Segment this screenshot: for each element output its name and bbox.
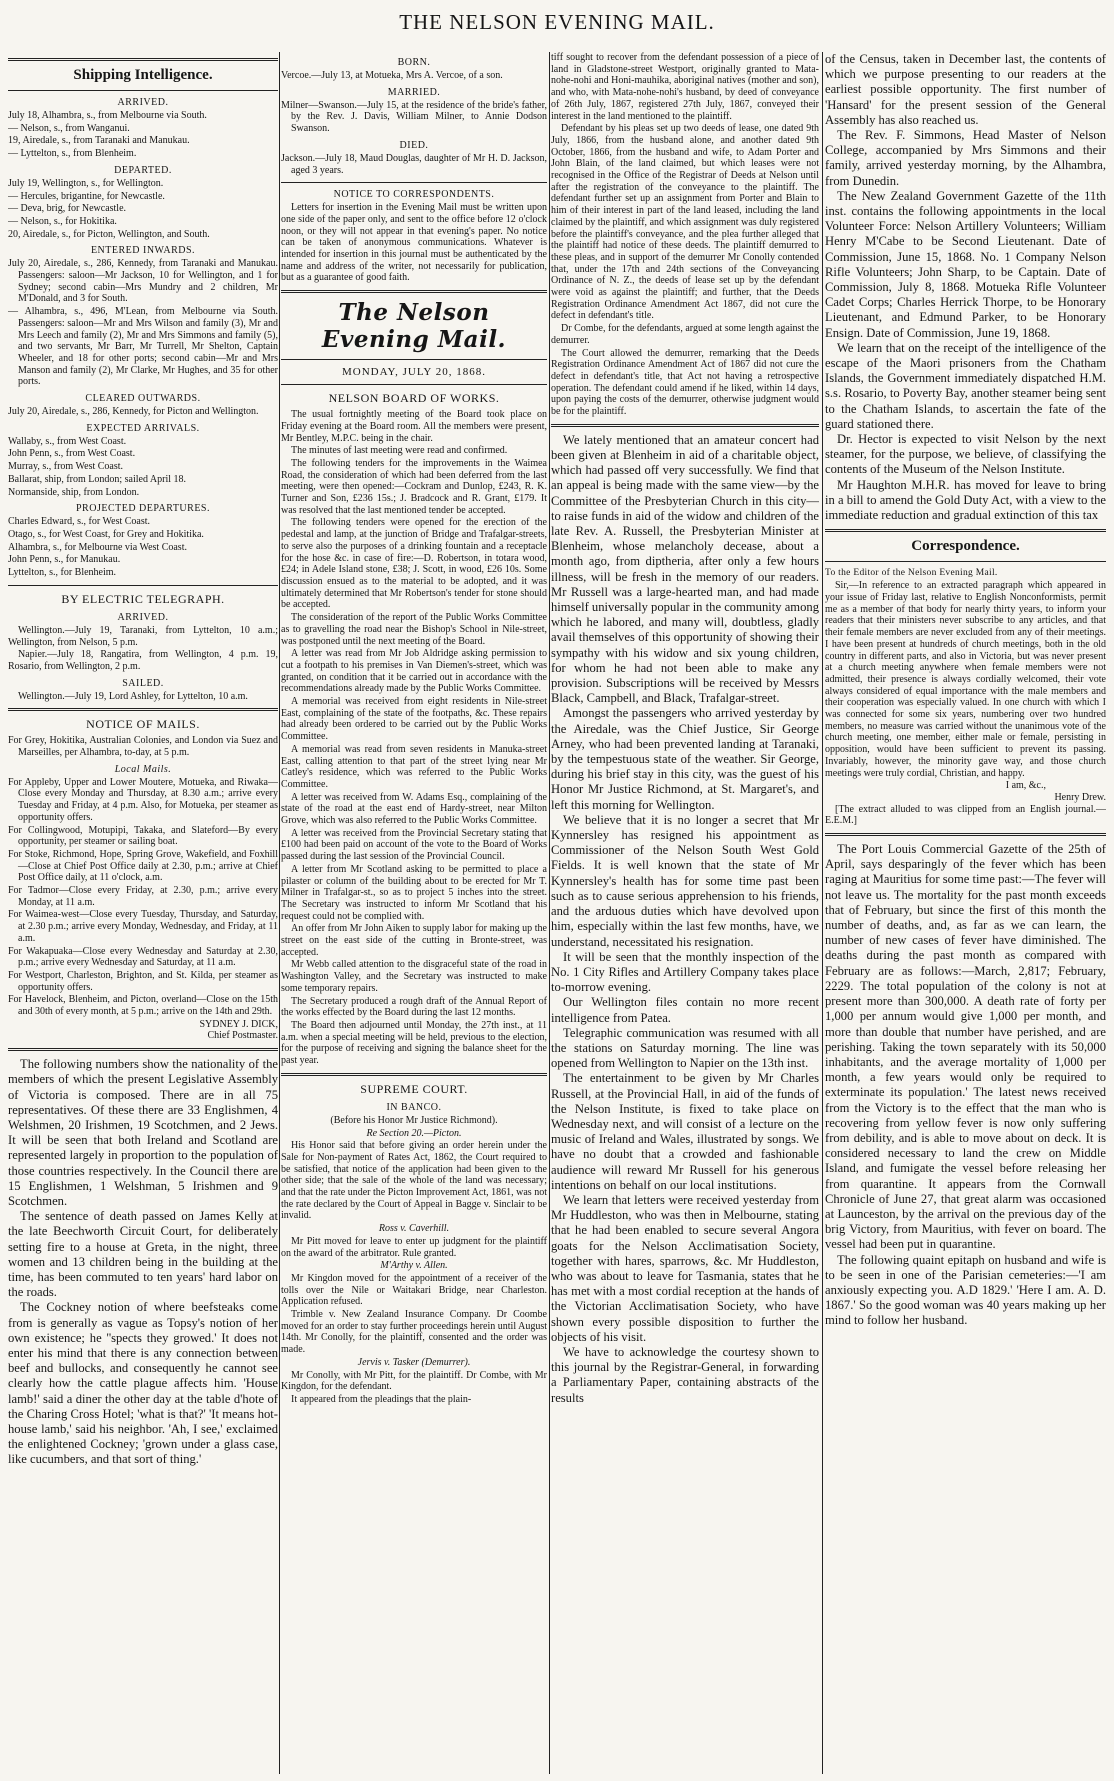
news-paragraph: Our Wellington files contain no more recent intelligence from Patea. — [551, 995, 819, 1025]
section-rule — [825, 529, 1106, 532]
news-paragraph: The entertainment to be given by Mr Charles Russell, at the Provincial Hall, in aid of the funds of the Nelson Institute, is fixed to take place on Wednesday next, and will consist of a lecture on the music of Ireland and Wales, illustrated by songs. We have no doubt that a crowded and fashionable audience will reward Mr Russell for his generous intentions on behalf on our local institutions. — [551, 1071, 819, 1192]
mail-line: For Appleby, Upper and Lower Moutere, Motueka, and Riwaka—Close every Monday and Thursday, at 8.30 a.m.; arrive every Tuesday and Friday, at 4 p.m. Also, for Motueka, per steamer as opportunity offers. — [8, 776, 278, 823]
shipping-line: 19, Airedale, s., from Taranaki and Manukau. — [8, 135, 190, 147]
board-heading: NELSON BOARD OF WORKS. — [328, 391, 500, 406]
court-paragraph: tiff sought to recover from the defendant possession of a piece of land in Gladstone-street Westport, originally granted to Mata-nohe-nohi and Honi-mauhika, aboriginal natives (mother and son), and who, with Mata-nohe-nohi's husband, by deed of conveyance of 26th July, 1867, registered 27th July, 1867, conveyed their interest in the land mentioned to the plaintiff. — [551, 52, 819, 122]
correspondents-notice: Letters for insertion in the Evening Mail must be written upon one side of the paper only, and sent to the office before 12 o'clock noon, or they will not appear in that evening's paper. No notice can be taken of anonymous communications. Whatever is intended for insertion in this journal must be authenticated by the name and address of the writer, not necessarily for publication, but as a guarantee of good faith. — [281, 202, 547, 284]
telegraph-line: Wellington.—July 19, Lord Ashley, for Lyttelton, 10 a.m. — [18, 690, 248, 702]
board-paragraph: A letter was received from the Provincial Secretary stating that £100 had been paid on account of the vote to the Board of Works passed during the last session of the Provincial Council. — [281, 827, 547, 863]
shipping-line: July 20, Airedale, s., 286, Kennedy, for Picton and Wellington. — [8, 406, 259, 418]
shipping-line: Normanside, ship, from London. — [8, 486, 140, 498]
mail-line: For Westport, Charleston, Brighton, and St. Kilda, per steamer as opportunity offers. — [8, 969, 278, 993]
local-mails-heading: Local Mails. — [114, 763, 172, 775]
shipping-line: Otago, s., for West Coast, for Grey and Hokitika. — [8, 528, 204, 540]
board-paragraph: An offer from Mr John Aiken to supply labor for making up the street on the east side of the cutting in Bronte-street, was accepted. — [281, 923, 547, 958]
news-paragraph: The following numbers show the nationality of the members of which the present Legislative Assembly of Victoria is composed. There are in all 75 representatives. Of these there are 33 Englishmen, 4 Welshmen, 20 Irishmen, 19 Scotchmen, and 2 Jews. It will be seen that both Ireland and Scotland are represented largely in proportion to the population of those countries respectively. In the Council there are 15 Englishmen, 1 Welshman, 5 Irishmen and 9 Scotchmen. — [8, 1057, 278, 1209]
news-paragraph: Dr. Hector is expected to visit Nelson by the next steamer, for the purpose, we believe, of classifying the contents of the Museum of the Nelson Institute. — [825, 432, 1106, 477]
mail-line: For Havelock, Blenheim, and Picton, overland—Close on the 15th and 30th of every month, at 5 p.m.; arrive on the 14th and 29th. — [8, 994, 278, 1018]
shipping-line: — Deva, brig, for Newcastle. — [8, 203, 127, 215]
letter-salutation: To the Editor of the Nelson Evening Mail. — [825, 568, 998, 579]
shipping-line: Murray, s., from West Coast. — [8, 461, 124, 473]
section-rule — [8, 90, 278, 91]
board-paragraph: A memorial was received from eight residents in Nile-street East, complaining of the state of the footpaths, &c. These repairs had already been ordered to be carried out by the Public Works Committee. — [281, 696, 547, 743]
board-paragraph: Mr Webb called attention to the disgraceful state of the road in Washington Valley, and the Secretary was instructed to make some temporary repairs. — [281, 959, 547, 994]
letter-body: Sir,—In reference to an extracted paragraph which appeared in your issue of Friday last, relative to English Nonconformists, permit me as a member of that body for nearly thirty years, to inform your readers that their ministers never subscribe to any articles, and that their female members are never excluded from any of their meetings. I have been present at hundreds of church meetings, both in the old country in different parts, and also in Victoria, but was never present at a church meeting anywhere when female members were not admitted, their presence is always cordially welcomed, their vote always considered of equal importance with the male members and their cooperation was especially valued. In one church with which I was connected for some six years, numbering over two hundred members, no measure was carried without the unanimous vote of the church meeting, one member, either male or female, persisting in opposition, would have been sufficient to prevent its passing. Invariably, however, the minority gave way, and those church meetings were truly cordial, Christian, and happy. — [825, 580, 1106, 779]
born-heading: BORN. — [397, 57, 431, 68]
board-paragraph: The Board then adjourned until Monday, the 27th inst., at 11 a.m. when a special meeting will be held, previous to the election, for the purpose of receiving and signing the balance sheet for the past year. — [281, 1020, 547, 1067]
shipping-line: July 19, Wellington, s., for Wellington. — [8, 177, 164, 189]
news-paragraph: We believe that it is no longer a secret that Mr Kynnersley has resigned his appointment as Commissioner of the Nelson South West Gold Fields. It is well known that the state of Mr Kynnersley's health has for some time past been such as to cause serious apprehension to his friends, and the arduous duties which have devolved upon him, especially within the last few months, have, we understand, necessitated his resignation. — [551, 812, 819, 949]
board-paragraph: The usual fortnightly meeting of the Board took place on Friday evening at the Board room. All the members were present, Mr Bentley, M.P.C. being in the chair. — [281, 409, 547, 444]
case-text: Mr Pitt moved for leave to enter up judgment for the plaintiff on the award of the arbitrator. Rule granted. — [281, 1235, 547, 1259]
tel-arrived-heading: ARRIVED. — [117, 611, 169, 623]
news-paragraph: The New Zealand Government Gazette of the 11th inst. contains the following appointments in the local Volunteer Force: Nelson Artillery Volunteers; William Henry M'Cabe to be Second Lieutenant. Date of Commission, June 15, 1868. No. 1 Company Nelson Rifle Volunteers; John Sharp, to be Captain. Date of Commission, July 8, 1868. Motueka Rifle Volunteer Cadet Corps; Charles Herrick Thorpe, to be Honorary Lieutenant, and Edmund Parker, to be Honorary Ensign. Date of Commission, June 19, 1868. — [825, 188, 1106, 340]
shipping-line: — Lyttelton, s., from Blenheim. — [8, 148, 137, 160]
section-rule — [8, 585, 278, 586]
married-heading: MARRIED. — [387, 86, 441, 98]
board-paragraph: A letter from Mr Scotland asking to be permitted to place a pilaster or column of the building about to be erected for Mr T. Milner in Trafalgar-st., so as to project 5 inches into the street. The Secretary was instructed to inform Mr Scotland that his request could not be complied with. — [281, 863, 547, 922]
shipping-line: Ballarat, ship, from London; sailed April 18. — [8, 473, 187, 485]
section-rule — [8, 1048, 278, 1051]
case-title: Ross v. Caverhill. — [378, 1223, 450, 1235]
news-paragraph: We lately mentioned that an amateur concert had been given at Blenheim in aid of a charitable object, which had passed off very successfully. We find that an appeal is being made with the same view—by the Committee of the Presbyterian Church in this city—to raise funds in aid of the widow and children of the late Rev. A. Russell, the Presbyterian Minister at Blenheim, whose melancholy decease, about a month ago, from diptheria, after only a few hours illness, will be fresh in the memory of our readers. Mr Russell was a large-hearted man, and had made himself universally popular in the community among which he labored, and many will, doubtless, gladly avail themselves of this opportunity of showing their sympathy with his widow and six young children, for whom he had not been able to make any provision. Subscriptions will be received by Messrs Black, Campbell, and Black, Trafalgar-street. — [551, 432, 819, 706]
mails-heading: NOTICE OF MAILS. — [86, 717, 200, 732]
board-paragraph: A letter was received from W. Adams Esq., complaining of the state of the road at the east end of Hardy-street, near Milton Grove, which was also referred to the Public Works Committee. — [281, 791, 547, 827]
news-paragraph: of the Census, taken in December last, the contents of which we purpose presenting to our readers at the earliest possible opportunity. The first number of 'Hansard' for the present session of the General Assembly has also reached us. — [825, 52, 1106, 127]
case-title: M'Arthy v. Allen. — [380, 1260, 448, 1272]
departed-heading: DEPARTED. — [114, 164, 172, 176]
case-text: His Honor said that before giving an order herein under the Sale for Non-payment of Rates Act, 1862, the Court required to be satisfied, that notice of the application had been given to the other side; that the sale of the whole of the land was necessary; and that the rate under the Picton Improvement Act, 1861, was not the rate declared by the Court of Appeal in Bagge v. Sinclair to be invalid. — [281, 1140, 547, 1222]
mail-line: For Grey, Hokitika, Australian Colonies, and London via Suez and Marseilles, per Alhambra, to-day, at 5 p.m. — [8, 735, 278, 759]
case-text: It appeared from the pleadings that the plain- — [291, 1393, 472, 1405]
dateline: MONDAY, JULY 20, 1868. — [342, 366, 486, 379]
board-paragraph: The following tenders were opened for the erection of the pedestal and lamp, at the junction of Bridge and Trafalgar-streets, to serve also the purposes of a drinking fountain and a receptacle for the hose &c. in case of fire:—D. Robertson, in totara wood, £24; in Adele Island stone, £38; J. Scott, in wood, £26 10s. Some discussion ensued as to the material to be adopted, and it was ultimately determined that Mr Robertson's tender for stone should be accepted. — [281, 517, 547, 611]
shipping-line: Alhambra, s., for Melbourne via West Coast. — [8, 541, 187, 553]
entered-heading: ENTERED INWARDS. — [90, 245, 196, 257]
telegraph-line: Napier.—July 18, Rangatira, from Wellington, 4 p.m. 19, Rosario, from Wellington, 2 p.m. — [8, 649, 278, 672]
board-paragraph: A memorial was read from seven residents in Manuka-street East, calling attention to that part of the street lying near Mr Catley's residence, which was referred to the Public Works Committee. — [281, 743, 547, 790]
letter-close: I am, &c., — [1005, 780, 1046, 792]
case-text: Mr Conolly, with Mr Pitt, for the plaintiff. Dr Combe, with Mr Kingdon, for the defendant. — [281, 1369, 547, 1393]
column-4 — [825, 52, 1106, 1774]
mail-line: For Wakapuaka—Close every Wednesday and Saturday at 2.30, p.m.; arrive every Wednesday and Saturday, at 11 a.m. — [8, 945, 278, 969]
section-rule — [281, 384, 547, 385]
court-paragraph: Defendant by his pleas set up two deeds of lease, one dated 9th July, 1866, from the husband alone, and another dated 9th October, 1866, from the husband and wife, to Adam Porter and John Blain, of the land claimed, but which leases were not recognised in the Office of the Registrar of Deeds at Nelson until after the registration of the conveyance to the plaintiff. The defendant further set up an assignment from Porter and Blain to him of their interest in part of the land leased, including the land claimed by the plaintiff, and which assignment was duly registered before the plaintiff's conveyance, and the plea further alleged that the plaintiff had notice of these deeds. The plaintiff demurred to these pleas, and in support of the demurrer Mr Conolly contended that, under the 17th and 24th sections of the Conveyancing Ordinance of N. Z., the deeds of lease set up by the defendant were void as against the plaintiff; and further, that the Deeds Registration Ordinance Amendment Act 1867, did not cure the defect in defendant's title. — [551, 123, 819, 322]
born-notice: Vercoe.—July 13, at Motueka, Mrs A. Vercoe, of a son. — [281, 70, 503, 81]
postmaster-title: Chief Postmaster. — [207, 1030, 278, 1042]
section-rule — [8, 58, 278, 61]
news-paragraph: The Cockney notion of where beefsteaks come from is generally as vague as Topsy's notion of her own existence; he ''spects they growed.' It does not enter his mind that there is any connection between beef and bullocks, and consequently he cannot see clearly how the cattle plague affects him. 'House lamb!' said a diner the other day at the table d'hote of the Charing Cross Hotel; 'what is that?' 'It means hot-house lamb,' said his neighbor. 'Ah, I see,' exclaimed the enlightened Cockney; 'grown under a glass case, like cucumbers, and that sort of thing.' — [8, 1300, 278, 1467]
section-rule — [281, 182, 547, 183]
news-paragraph: Amongst the passengers who arrived yesterday by the Airedale, was the Chief Justice, Sir George Arney, who had been prevented landing at Taranaki, by the tempestuous state of the weather. Sir George, during his brief stay in this city, was the guest of his Honor Mr Justice Richmond, at St. Margaret's, and left this morning for Wellington. — [551, 706, 819, 812]
news-paragraph: The Rev. F. Simmons, Head Master of Nelson College, accompanied by Mrs Simmons and their family, arrived yesterday morning, by the Alhambra, from Dunedin. — [825, 128, 1106, 188]
news-paragraph: We learn that letters were received yesterday from Mr Huddleston, who was then in Melbourne, stating that he had been enabled to secure several Angora goats for the Nelson Acclimatisation Society, together with hares, sparrows, &c. Mr Huddleston, who was about to leave for Tasmania, states that he has met with a most cordial reception at the hands of the Victorian Acclimatisation Society, who have shown every possible disposition to further the objects of his visit. — [551, 1192, 819, 1344]
court-paragraph: The Court allowed the demurrer, remarking that the Deeds Registration Ordinance Amendment Act of 1867 did not cure the defect in defendant's title, that Act not having a retrospective operation. The defendant could amend if he liked, within 14 days, upon paying the costs of the demurrer, otherwise judgment would be for the plaintiff. — [551, 347, 819, 418]
case-text: Mr Kingdon moved for the appointment of a receiver of the tolls over the Nile or Waitakari Bridge, near Charleston. Application refused. — [281, 1272, 547, 1308]
mail-line: For Stoke, Richmond, Hope, Spring Grove, Wakefield, and Foxhill—Close at Chief Post Office daily at 2.30, p.m.; arrive at Chief Post Office daily, at 11 o'clock, a.m. — [8, 848, 278, 884]
shipping-line: John Penn, s., from West Coast. — [8, 448, 136, 460]
column-2 — [281, 52, 547, 1774]
court-subheading: IN BANCO. — [386, 1101, 442, 1113]
section-rule — [281, 290, 547, 293]
projected-heading: PROJECTED DEPARTURES. — [76, 503, 210, 515]
shipping-line: — Alhambra, s., 496, M'Lean, from Melbourne via South. Passengers: saloon—Mr and Mrs Wilson and family (3), Mr and Mrs Leech and family (2), Mr and Mrs Simmons and family (5), and two servants, Mr Barr, Mr Turrell, Mr Shelton, Captain Wheeler, and 18 for other ports; second cabin—Mr and Mrs Manson and family (2), Mr Clarke, Mr Hughes, and 35 for other ports. — [8, 306, 278, 388]
section-rule — [281, 359, 547, 360]
board-paragraph: The minutes of last meeting were read and confirmed. — [291, 445, 508, 457]
expected-heading: EXPECTED ARRIVALS. — [86, 422, 200, 434]
board-paragraph: The following tenders for the improvements in the Waimea Road, the consideration of which had been deferred from the last meeting, were then opened:—Cockram and Dunlop, £243, R. K. Turner and Son, £236 15s.; J. Bradcock and R. Grant, £179. It was resolved that the last mentioned tender be accepted. — [281, 457, 547, 516]
section-rule — [281, 1073, 547, 1076]
section-rule — [8, 708, 278, 711]
tel-sailed-heading: SAILED. — [122, 677, 164, 689]
cleared-heading: CLEARED OUTWARDS. — [85, 393, 201, 405]
column-rule — [549, 52, 550, 1774]
telegraph-line: Wellington.—July 19, Taranaki, from Lyttelton, 10 a.m.; Wellington, from Nelson, 5 p.m. — [8, 624, 278, 648]
section-rule — [825, 833, 1106, 836]
news-paragraph: The Port Louis Commercial Gazette of the 25th of April, says desparingly of the fever which has been raging at Mauritius for some time past:—The fever will not leave us. The mortality for the past month exceeds that of February, but since the first of this month the number of deaths, and, as far as we can learn, the number of new cases of fever have diminished. The deaths during the past month as compared with February are as follows:—March, 2,817; February, 2229. The total population of the colony is not at present more than 300,000. A death rate of forty per 1,000 per annum would give 1,000 per month, and more than double that number have perished, and are perishing. Taking the town separately with its 50,000 inhabitants, and the average mortality of 1,000 per month, a few years would only be required to exterminate its population.' The latest news received from the Victory is to the effect that the man who is recovering from yellow fever is now only suffering from debility, and is able to move about on deck. It is considered necessary to land the crew on Middle Island, and fumigate the vessel before releasing her from quarantine. It appears from the Cornwall Chronicle of June 27, that great alarm was occasioned at Launceston, by the arrival on the previous day of the brig Victory, from Mauritius, with fever on board. The vessel had been put in quarantine. — [825, 842, 1106, 1252]
news-paragraph: Mr Haughton M.H.R. has moved for leave to bring in a bill to amend the Gold Duty Act, with a view to the immediate reduction and gradual extinction of this tax — [825, 477, 1106, 523]
column-3 — [551, 52, 819, 1774]
shipping-line: — Nelson, s., from Wanganui. — [8, 122, 130, 134]
board-paragraph: The Secretary produced a rough draft of the Annual Report of the works effected by the Board during the last 12 months. — [281, 995, 547, 1019]
died-heading: DIED. — [399, 139, 429, 151]
case-text: Trimble v. New Zealand Insurance Company. Dr Coombe moved for an order to stay further proceedings herein until August 14th. Mr Conolly, for the plaintiff, consented and the order was made. — [281, 1309, 547, 1356]
shipping-line: July 20, Airedale, s., 286, Kennedy, from Taranaki and Manukau. Passengers: saloon—Mr Jackson, 10 for Wellington, and 1 for Sydney; second cabin—Mrs Mundry and 2 children, Mr M'Donald, and 3 for South. — [8, 258, 278, 305]
shipping-line: July 18, Alhambra, s., from Melbourne via South. — [8, 110, 207, 121]
shipping-line: Charles Edward, s., for West Coast. — [8, 516, 151, 528]
column-rule — [822, 52, 823, 1774]
shipping-title: Shipping Intelligence. — [73, 67, 213, 83]
correspondence-heading: Correspondence. — [911, 538, 1020, 555]
news-paragraph: The sentence of death passed on James Kelly at the late Beechworth Circuit Court, for deliberately setting fire to a house at Greta, in the night, three women and 13 children being in the building at the time, has been commuted to ten years' hard labor on the roads. — [8, 1209, 278, 1300]
case-title: Jervis v. Tasker (Demurrer). — [357, 1356, 471, 1368]
shipping-line: Wallaby, s., from West Coast. — [8, 435, 127, 447]
letter-signature: Henry Drew. — [1054, 791, 1106, 803]
news-paragraph: We have to acknowledge the courtesy shown to this journal by the Registrar-General, in forwarding a Parliamentary Paper, containing abstracts of the results — [551, 1344, 819, 1405]
telegraph-heading: BY ELECTRIC TELEGRAPH. — [61, 591, 225, 606]
board-paragraph: The consideration of the report of the Public Works Committee as to gravelling the road near the Bishop's School in Nile-street, was postponed until the next meeting of the Board. — [281, 612, 547, 647]
died-notice: Jackson.—July 18, Maud Douglas, daughter of Mr H. D. Jackson, aged 3 years. — [281, 152, 547, 176]
section-rule — [551, 424, 819, 427]
news-paragraph: We learn that on the receipt of the intelligence of the escape of the Maori prisoners from the Chatham Islands, the Government immediately dispatched H.M. s.s. Rosario, to Poverty Bay, another steamer being sent to the Chatham Islands, to ascertain the fate of the guard stationed there. — [825, 340, 1106, 431]
masthead: THE NELSON EVENING MAIL. — [399, 10, 715, 34]
arrived-heading: ARRIVED. — [117, 97, 169, 108]
court-paragraph: Dr Combe, for the defendants, argued at some length against the demurrer. — [551, 323, 819, 346]
mail-line: For Waimea-west—Close every Tuesday, Thursday, and Saturday, at 2.30 p.m.; arrive every Monday, Wednesday, and Friday, at 11 a.m. — [8, 909, 278, 944]
mail-line: For Collingwood, Motupipi, Takaka, and Slateford—By every opportunity, per steamer or sailing boat. — [8, 824, 278, 848]
news-paragraph: It will be seen that the monthly inspection of the No. 1 City Rifles and Artillery Company takes place to-morrow evening. — [551, 949, 819, 995]
mail-line: For Tadmor—Close every Friday, at 2.30, p.m.; arrive every Monday, at 11 a.m. — [8, 885, 278, 908]
correspondents-heading: NOTICE TO CORRESPONDENTS. — [333, 189, 495, 201]
column-rule — [279, 52, 280, 1774]
case-title: Re Section 20.—Picton. — [366, 1127, 462, 1139]
editor-note: [The extract alluded to was clipped from an English journal.—E.E.M.] — [825, 803, 1106, 827]
married-notice: Milner—Swanson.—July 15, at the residence of the bride's father, by the Rev. J. Davis, William Milner, to Annie Dodson Swanson. — [281, 99, 547, 135]
paper-title: The Nelson Evening Mail. — [321, 299, 507, 354]
news-paragraph: Telegraphic communication was resumed with all the stations on Saturday morning. The line was opened from Wellington to Napier on the 13th inst. — [551, 1025, 819, 1071]
section-rule — [825, 561, 1106, 562]
column-1 — [8, 52, 278, 1774]
news-paragraph: The following quaint epitaph on husband and wife is to be seen in one of the Parisian cemeteries:—'I am anxiously expecting you. A.D 1829.' 'Here I am. A. D. 1867.' So the good woman was 40 years making up her mind to follow her husband. — [825, 1252, 1106, 1328]
shipping-line: — Nelson, s., for Hokitika. — [8, 215, 117, 227]
postmaster-name: SYDNEY J. DICK, — [199, 1018, 278, 1030]
shipping-line: Lyttelton, s., for Blenheim. — [8, 567, 117, 579]
board-paragraph: A letter was read from Mr Job Aldridge asking permission to cut a footpath to his premises in Van Diemen's-street, which was granted, on condition that it be carried out in accordance with the recommendations already made by the Public Works Committee. — [281, 648, 547, 695]
shipping-line: — Hercules, brigantine, for Newcastle. — [8, 190, 165, 202]
court-heading: SUPREME COURT. — [360, 1081, 468, 1096]
shipping-line: 20, Airedale, s., for Picton, Wellington, and South. — [8, 228, 210, 240]
shipping-line: John Penn, s., for Manukau. — [8, 554, 121, 566]
court-before: (Before his Honor Mr Justice Richmond). — [330, 1114, 498, 1126]
